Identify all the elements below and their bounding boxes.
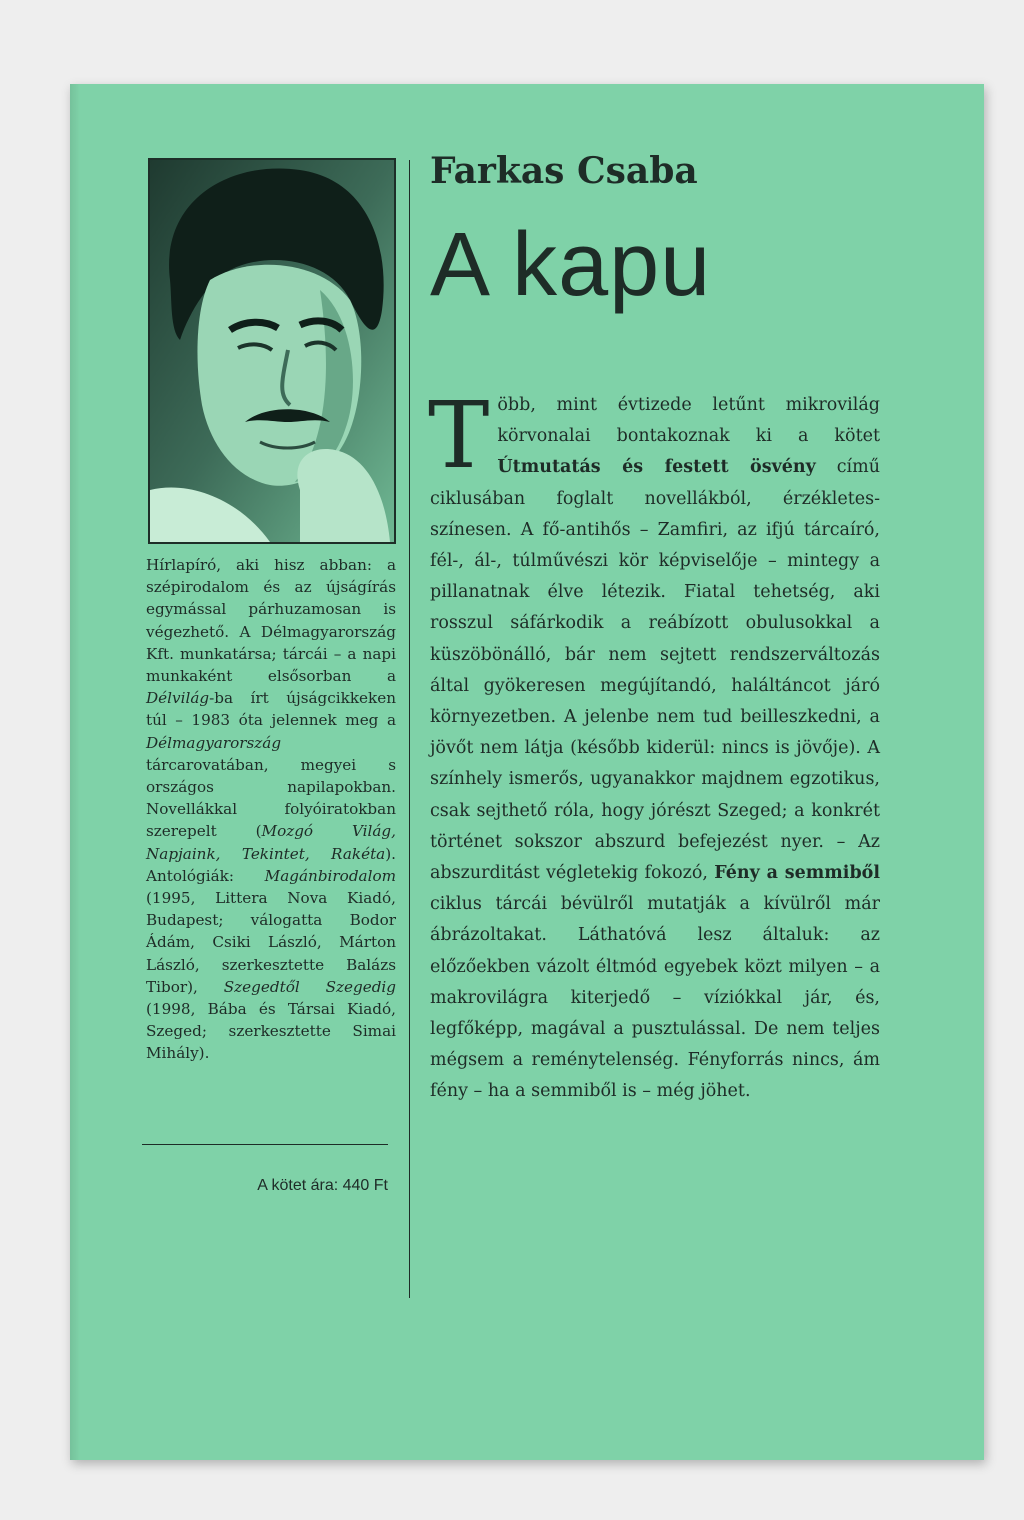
bio-text-6: (1998, Bába és Társai Kiadó, Szeged; szerkesztette Simai Mihály). — [146, 1000, 396, 1063]
author-bio — [146, 554, 396, 1065]
bio-delmagyar: Délmagyarország — [146, 733, 282, 752]
bio-text-4: ). Antológiák: — [146, 844, 396, 885]
book-title: A kapu — [430, 215, 712, 315]
cover-edge-shadow — [70, 84, 80, 1460]
blurb-cycle-2: Fény a semmiből — [714, 863, 880, 884]
book-price: A kötet ára: 440 Ft — [257, 1177, 388, 1194]
blurb-text-3: ciklus tárcái bévülről mutatják a kívülről már ábrázoltakat. Láthatóvá lesz általuk: az előzőekben vázolt éltmód egyebek közt milyen – a makrovilágra kiterjedő – víziókkal jár, és, legfőképp, magával a pusztulással. De nem teljes mégsem a reménytelenség. Fényforrás nincs, ám fény – ha a semmiből is – még jöhet. — [430, 894, 880, 1102]
book-blurb — [428, 382, 880, 1108]
blurb-paragraph — [428, 382, 880, 1108]
bio-journals: Mozgó Világ, Napjaink, Tekintet, Rakéta — [146, 822, 396, 863]
bio-text-3: tárcarovatában, megyei s országos napilapokban. Novellákkal folyóiratokban szerepelt ( — [146, 755, 396, 841]
bio-anthology-1: Magánbirodalom — [264, 866, 396, 885]
author-name: Farkas Csaba — [430, 150, 698, 192]
bio-delvilag: Délvilág — [146, 689, 210, 708]
blurb-text-1: öbb, mint évtizede letűnt mikrovilág körvonalai bontakoznak ki a kötet — [497, 395, 880, 447]
bio-text-5: (1995, Littera Nova Kiadó, Budapest; válogatta Bodor Ádám, Csiki László, Márton László, szerkesztette Balázs Tibor), — [146, 889, 396, 996]
blurb-cycle-1: Útmutatás és festett ösvény — [497, 457, 816, 478]
blurb-text-2: című ciklusában foglalt novellákból, érzékletes-színesen. A fő-antihős – Zamfiri, az ifjú tárcaíró, fél-, ál-, túlművészi kör képviselője – mintegy a pillanatnak élve létezik. Fiatal tehetség, aki rosszul sáfárkodik a reábízott obulusokkal a küszöbönálló, bár nem sejtett rendszerváltozás által gyökeresen megújítandó, haláltáncot járó környezetben. A jelenbe nem tud beilleszkedni, a jövőt nem látja (később kiderül: nincs is jövője). A színhely ismerős, ugyanakkor majdnem egzotikus, csak sejthető róla, hogy jórészt Szeged; a konkrét történet sokszor abszurd befejezést nyer. – Az abszurditást végletekig fokozó, — [430, 457, 880, 884]
bio-text-2: -ba írt újságcikkeken túl – 1983 óta jelennek meg a — [146, 689, 396, 730]
drop-cap: T — [428, 382, 490, 489]
bio-divider — [142, 1144, 388, 1145]
author-photo — [148, 158, 396, 544]
column-divider — [409, 160, 410, 1298]
bio-anthology-2: Szegedtől Szegedig — [223, 977, 396, 996]
book-back-cover — [70, 84, 984, 1460]
author-portrait-image — [150, 160, 394, 542]
bio-text-intro: Hírlapíró, aki hisz abban: a szépirodalom és az újságírás egymással párhuzamosan is végezhető. A Délmagyarország Kft. munkatársa; tárcái – a napi munkaként elsősorban a — [146, 556, 396, 686]
